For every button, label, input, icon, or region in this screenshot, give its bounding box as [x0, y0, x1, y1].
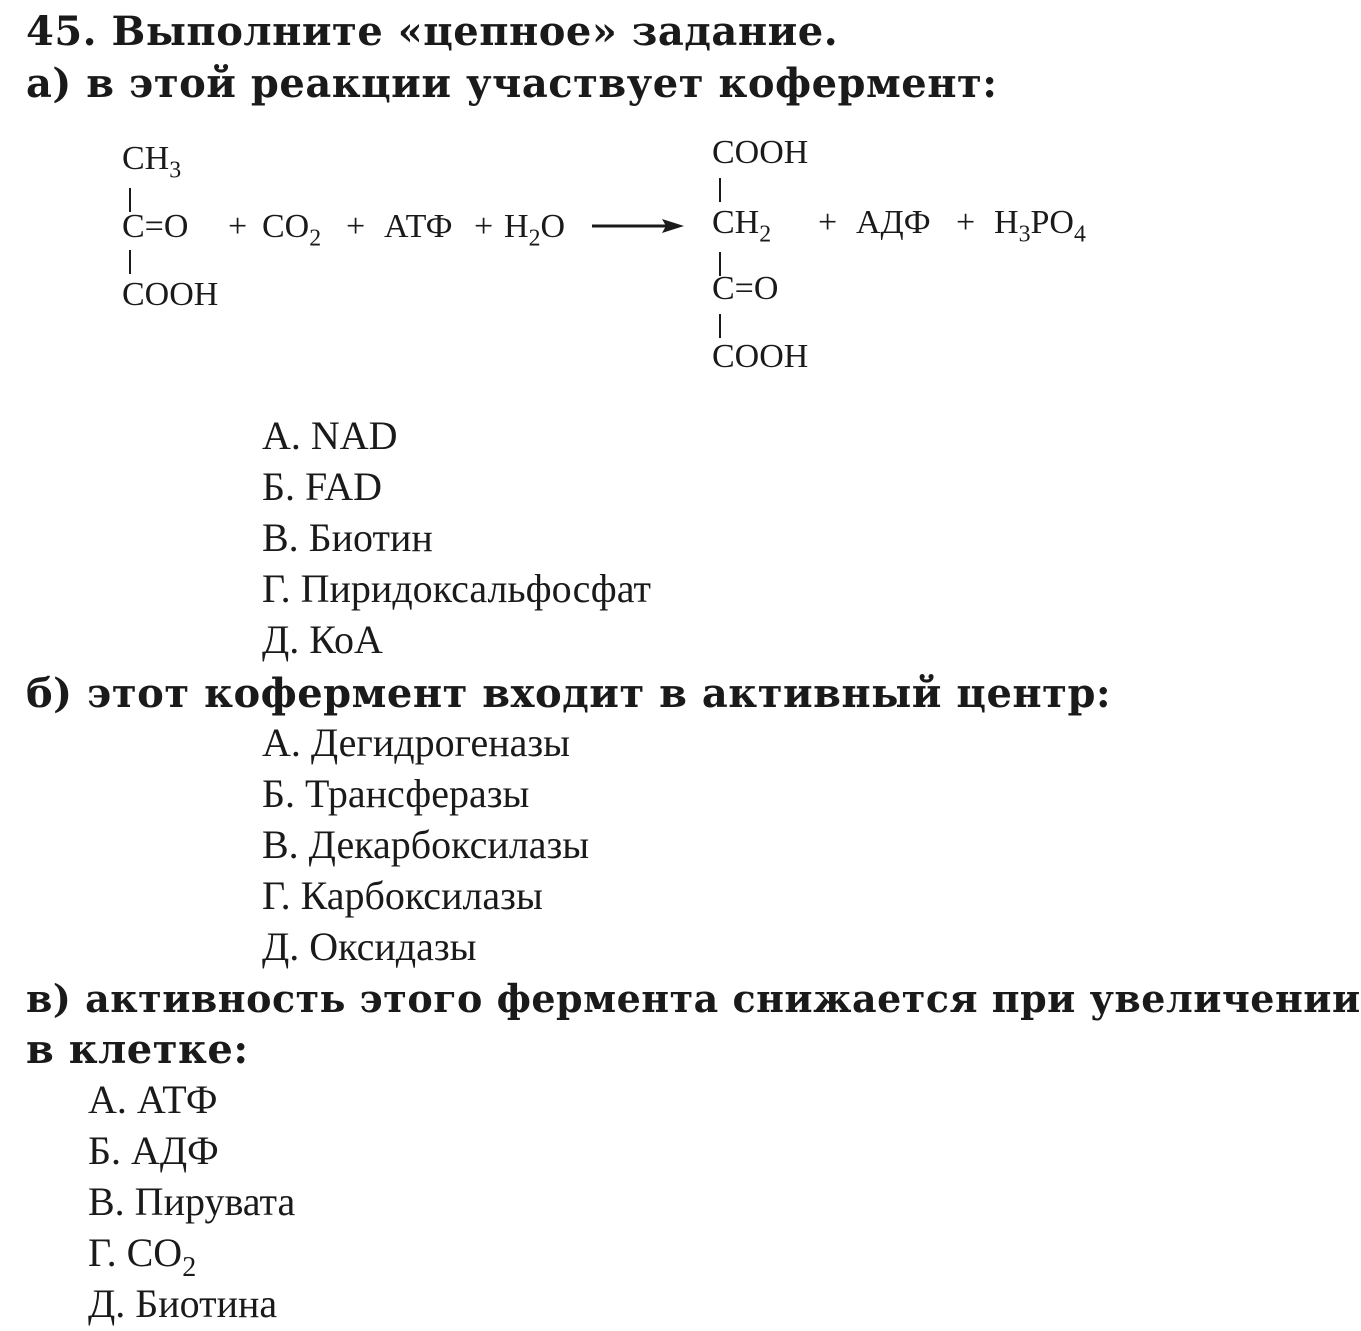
option-b-3[interactable]: В. Декарбоксилазы: [262, 822, 590, 867]
option-a-5[interactable]: Д. КоА: [262, 617, 383, 662]
option-c-5[interactable]: Д. Биотина: [88, 1281, 278, 1326]
question-c-line2: в клетке:: [26, 1026, 249, 1073]
product-ch2: $CH_2$: [712, 204, 772, 248]
option-b-1[interactable]: А. Дегидрогеназы: [262, 720, 571, 765]
substrate-ch3: $CH_3$: [122, 140, 182, 184]
plus-sign: +: [346, 208, 366, 245]
option-c-2[interactable]: Б. АДФ: [88, 1128, 219, 1173]
adf-formula: АДФ: [856, 204, 931, 241]
product-bond-1: [719, 178, 721, 202]
substrate-carbonyl: C=O: [122, 208, 189, 245]
option-a-2[interactable]: Б. FAD: [262, 464, 383, 509]
product-cooh-bottom: COOH: [712, 338, 809, 375]
plus-sign: +: [956, 204, 976, 241]
product-carbonyl: C=O: [712, 270, 779, 307]
substrate-cooh: COOH: [122, 276, 219, 313]
plus-sign: +: [818, 204, 838, 241]
plus-sign: +: [228, 208, 248, 245]
product-cooh-top: COOH: [712, 134, 809, 171]
option-b-4[interactable]: Г. Карбоксилазы: [262, 873, 543, 918]
h2o-formula: $H_2O$: [504, 208, 566, 252]
option-a-4[interactable]: Г. Пиридоксальфосфат: [262, 566, 651, 611]
h3po4-formula: $H_3PO_4$: [994, 204, 1086, 248]
atf-formula: АТФ: [384, 208, 453, 245]
question-a: а) в этой реакции участвует кофермент:: [26, 60, 998, 107]
option-c-3[interactable]: В. Пирувата: [88, 1179, 296, 1224]
question-c-line1: в) активность этого фермента снижается при увеличении: [26, 976, 1361, 1021]
option-b-5[interactable]: Д. Оксидазы: [262, 924, 477, 969]
reaction-arrow-icon: [592, 216, 684, 236]
option-a-3[interactable]: В. Биотин: [262, 515, 433, 560]
option-a-1[interactable]: А. NAD: [262, 413, 398, 458]
product-bond-3: [719, 314, 721, 338]
option-c-1[interactable]: А. АТФ: [88, 1077, 218, 1122]
co2-formula: $CO_2$: [262, 208, 322, 252]
substrate-bond-bottom: [129, 250, 131, 274]
question-b: б) этот кофермент входит в активный центр:: [26, 670, 1112, 717]
option-b-2[interactable]: Б. Трансферазы: [262, 771, 530, 816]
plus-sign: +: [474, 208, 494, 245]
option-c-4[interactable]: Г. $CO_2$: [88, 1230, 197, 1283]
task-title: 45. Выполните «цепное» задание.: [26, 8, 839, 55]
